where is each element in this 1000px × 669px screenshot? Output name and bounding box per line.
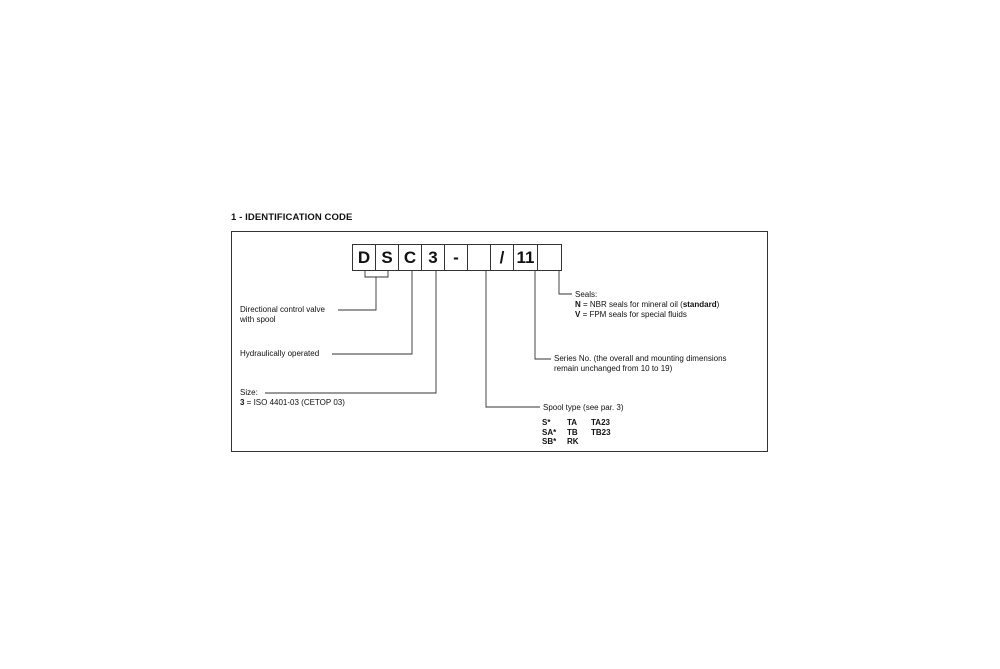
label-seal-n [575,300,719,310]
code-cell-d: D [352,244,376,271]
code-cell-size: 3 [421,244,445,271]
code-cell-dash: - [444,244,468,271]
size-desc: = ISO 4401-03 (CETOP 03) [244,398,345,407]
code-cell-s: S [375,244,399,271]
label-size-title: Size: [240,388,258,397]
label-seals [575,290,719,320]
seal-v-desc: = FPM seals for special fluids [580,310,687,319]
spool-row [542,418,611,428]
seal-n-desc-b: ) [716,300,720,309]
spool-cell: RK [567,437,579,446]
spool-cell: TB23 [591,427,611,437]
leader-seals [559,271,572,294]
label-seals-title: Seals: [575,290,598,299]
spool-row [542,437,611,447]
label-series-line2: remain unchanged from 10 to 19) [554,364,673,373]
spool-cell: TA [567,418,578,427]
spool-type-table [542,418,611,447]
section-title: 1 - IDENTIFICATION CODE [231,212,353,223]
seal-n-code: N [575,300,581,309]
spool-cell: SB* [542,437,557,446]
code-cell-c: C [398,244,422,271]
label-directional-line2: with spool [240,315,276,324]
label-seal-v [575,310,719,320]
label-series [554,354,727,374]
label-size-line [240,398,345,408]
code-cell-series: 11 [513,244,538,271]
spool-cell: SA* [542,427,557,437]
spool-cell: TA23 [591,418,610,427]
code-cell-slash: / [490,244,514,271]
spool-cell: TB [567,427,578,437]
label-directional-line1: Directional control valve [240,305,325,314]
spool-cell: S* [542,418,551,427]
label-series-line1: Series No. (the overall and mounting dimensions [554,354,727,363]
leader-size [265,271,436,393]
label-hydraulic: Hydraulically operated [240,349,320,358]
seal-n-standard: standard [682,300,717,309]
leader-directional [338,271,388,310]
seal-v-code: V [575,310,581,319]
seal-n-desc-a: = NBR seals for mineral oil ( [580,300,683,309]
leader-hydraulic [332,271,412,354]
label-directional [240,305,325,325]
label-size [240,388,345,408]
size-code: 3 [240,398,245,407]
label-spool-type: Spool type (see par. 3) [543,403,624,412]
spool-row [542,428,611,438]
leader-spool [486,271,540,407]
leader-series [535,271,551,359]
